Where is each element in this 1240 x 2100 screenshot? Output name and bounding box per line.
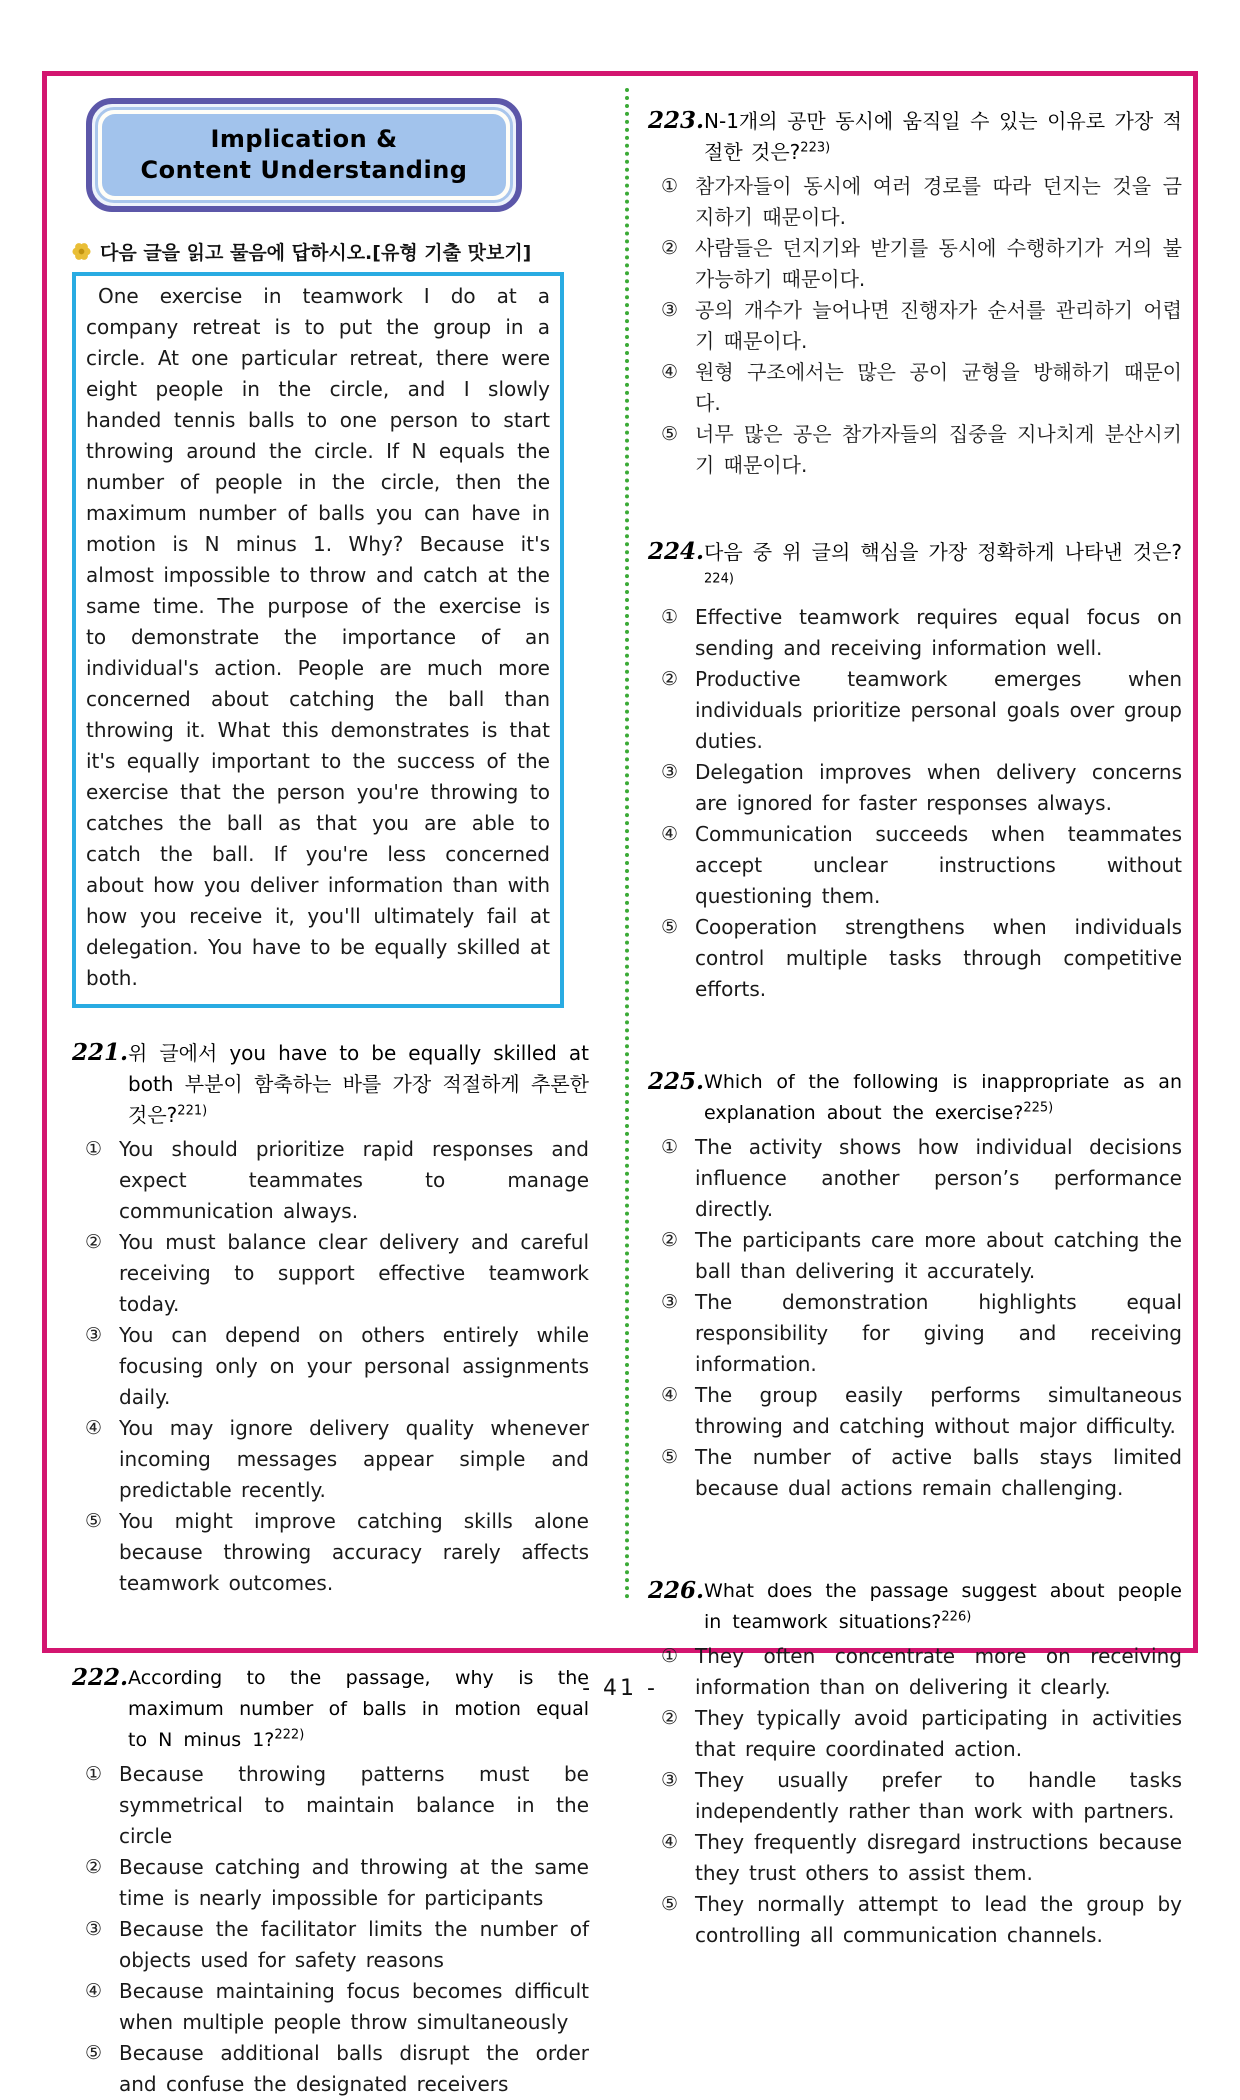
choice-1 bbox=[72, 1759, 589, 1852]
choice-marker: ⑤ bbox=[661, 1446, 679, 1468]
question-225 bbox=[648, 1067, 1182, 1504]
question-222-choices bbox=[72, 1759, 589, 2100]
choice-text: They often concentrate more on receiving information than on delivering it clearly. bbox=[695, 1644, 1182, 1699]
choice-text: Delegation improves when delivery concerns are ignored for faster responses always. bbox=[695, 760, 1182, 815]
passage-text: One exercise in teamwork I do at a company retreat is to put the group in a circle. At one particular retreat, there were eight people in the circle, and I slowly handed tennis balls to one person to start throwing around the circle. If N equals the number of people in the circle, then the maximum number of balls you can have in motion is N minus 1. Why? Because it's almost impossible to throw and catch at the same time. The purpose of the exercise is to demonstrate the importance of an individual's action. People are much more concerned about catching the ball than throwing it. What this demonstrates is that it's equally important to the success of the exercise that the person you're throwing to catches the ball as that you are able to catch the ball. If you're less concerned about how you deliver information than with how you receive it, you'll ultimately fail at delegation. You have to be equally skilled at both. bbox=[86, 284, 550, 991]
choice-marker: ① bbox=[661, 1136, 679, 1158]
choice-marker: ③ bbox=[85, 1324, 103, 1347]
choice-4 bbox=[72, 1976, 589, 2038]
choice-text: 참가자들이 동시에 여러 경로를 따라 던지는 것을 금지하기 때문이다. bbox=[695, 174, 1182, 229]
choice-text: They frequently disregard instructions because they trust others to assist them. bbox=[695, 1830, 1182, 1885]
choice-marker: ② bbox=[661, 237, 679, 259]
choice-text: The participants care more about catching the ball than delivering it accurately. bbox=[695, 1228, 1182, 1283]
choice-text: They typically avoid participating in activities that require coordinated action. bbox=[695, 1706, 1182, 1761]
question-226-header bbox=[648, 1576, 1182, 1638]
question-number: 224. bbox=[648, 538, 705, 565]
choice-text: You may ignore delivery quality whenever incoming messages appear simple and predictable recently. bbox=[119, 1416, 589, 1503]
choice-text: 공의 개수가 늘어나면 진행자가 순서를 관리하기 어렵기 때문이다. bbox=[695, 298, 1182, 353]
column-divider bbox=[625, 88, 629, 1600]
question-number: 223. bbox=[648, 107, 705, 134]
choice-1 bbox=[648, 171, 1182, 233]
choice-marker: ③ bbox=[661, 761, 679, 783]
question-223 bbox=[648, 106, 1182, 481]
right-column bbox=[648, 106, 1182, 1951]
choice-3 bbox=[72, 1320, 589, 1413]
choice-5 bbox=[648, 419, 1182, 481]
question-prompt: 위 글에서 you have to be equally skilled at both 부분이 함축하는 바를 가장 적절하게 추론한 것은? bbox=[128, 1041, 589, 1128]
question-224-header bbox=[648, 537, 1182, 599]
question-225-header bbox=[648, 1067, 1182, 1129]
page-frame bbox=[42, 71, 1198, 2097]
choice-text: Communication succeeds when teammates accept unclear instructions without questioning them. bbox=[695, 822, 1182, 908]
choice-1 bbox=[72, 1134, 589, 1227]
choice-text: The demonstration highlights equal responsibility for giving and receiving information. bbox=[695, 1290, 1182, 1376]
choice-marker: ⑤ bbox=[85, 2042, 103, 2065]
footnote-ref: 225) bbox=[1023, 1100, 1054, 1116]
page-number: - 41 - bbox=[582, 1676, 658, 1701]
choice-4 bbox=[648, 1380, 1182, 1442]
choice-2 bbox=[72, 1852, 589, 1914]
choice-5 bbox=[648, 1442, 1182, 1504]
choice-marker: ④ bbox=[661, 1384, 679, 1406]
question-221 bbox=[72, 1038, 589, 1599]
choice-marker: ① bbox=[661, 1645, 679, 1667]
choice-text: You must balance clear delivery and careful receiving to support effective teamwork today. bbox=[119, 1230, 589, 1317]
choice-3 bbox=[648, 1287, 1182, 1380]
choice-marker: ① bbox=[661, 606, 679, 628]
footnote-ref: 223) bbox=[800, 140, 831, 156]
question-223-header bbox=[648, 106, 1182, 168]
question-prompt: 다음 중 위 글의 핵심을 가장 정확하게 나타낸 것은? bbox=[704, 540, 1182, 564]
choice-marker: ④ bbox=[85, 1417, 103, 1440]
question-225-choices bbox=[648, 1132, 1182, 1504]
choice-text: Effective teamwork requires equal focus on sending and receiving information well. bbox=[695, 605, 1182, 660]
choice-text: Because maintaining focus becomes difficult when multiple people throw simultaneously bbox=[119, 1979, 589, 2035]
choice-marker: ② bbox=[85, 1231, 103, 1254]
choice-marker: ④ bbox=[661, 361, 679, 383]
choice-2 bbox=[648, 664, 1182, 757]
question-223-choices bbox=[648, 171, 1182, 481]
choice-text: Cooperation strengthens when individuals control multiple tasks through competitive efforts. bbox=[695, 915, 1182, 1001]
instruction-row bbox=[72, 238, 589, 265]
choice-4 bbox=[648, 819, 1182, 912]
question-222 bbox=[72, 1663, 589, 2100]
footnote-ref: 221) bbox=[177, 1103, 208, 1119]
choice-marker: ③ bbox=[85, 1918, 103, 1941]
choice-marker: ② bbox=[661, 1229, 679, 1251]
choice-text: 너무 많은 공은 참가자들의 집중을 지나치게 분산시키기 때문이다. bbox=[695, 422, 1182, 477]
choice-2 bbox=[72, 1227, 589, 1320]
section-title bbox=[108, 124, 500, 186]
choice-marker: ④ bbox=[661, 1831, 679, 1853]
footnote-ref: 224) bbox=[704, 571, 734, 587]
question-prompt: What does the passage suggest about people in teamwork situations? bbox=[704, 1580, 1182, 1633]
choice-text: Because catching and throwing at the same time is nearly impossible for participants bbox=[119, 1855, 589, 1911]
footnote-ref: 226) bbox=[941, 1609, 972, 1625]
question-224-choices bbox=[648, 602, 1182, 1005]
question-221-choices bbox=[72, 1134, 589, 1599]
instruction-text: 다음 글을 읽고 물음에 답하시오.[유형 기출 맛보기] bbox=[100, 242, 532, 265]
choice-2 bbox=[648, 1225, 1182, 1287]
choice-marker: ① bbox=[85, 1138, 103, 1161]
choice-text: Because additional balls disrupt the order and confuse the designated receivers bbox=[119, 2041, 589, 2097]
choice-text: They usually prefer to handle tasks independently rather than work with partners. bbox=[695, 1768, 1182, 1823]
choice-marker: ⑤ bbox=[661, 423, 679, 445]
choice-marker: ③ bbox=[661, 1291, 679, 1313]
choice-marker: ⑤ bbox=[85, 1510, 103, 1533]
choice-marker: ⑤ bbox=[661, 1893, 679, 1915]
choice-5 bbox=[648, 1889, 1182, 1951]
section-title-badge bbox=[86, 98, 522, 212]
question-226 bbox=[648, 1576, 1182, 1951]
choice-2 bbox=[648, 233, 1182, 295]
badge-fill bbox=[102, 114, 506, 196]
choice-4 bbox=[72, 1413, 589, 1506]
question-prompt: According to the passage, why is the maximum number of balls in motion equal to N minus 1? bbox=[128, 1667, 589, 1752]
question-number: 225. bbox=[648, 1068, 705, 1095]
question-number: 221. bbox=[72, 1039, 129, 1067]
badge-ring bbox=[95, 107, 513, 203]
choice-2 bbox=[648, 1703, 1182, 1765]
question-prompt: Which of the following is inappropriate as an explanation about the exercise? bbox=[704, 1071, 1182, 1124]
choice-marker: ④ bbox=[85, 1980, 103, 2003]
question-number: 226. bbox=[648, 1577, 705, 1604]
flower-icon bbox=[72, 242, 91, 261]
choice-text: They normally attempt to lead the group by controlling all communication channels. bbox=[695, 1892, 1182, 1947]
choice-5 bbox=[72, 1506, 589, 1599]
choice-marker: ② bbox=[661, 1707, 679, 1729]
choice-marker: ② bbox=[661, 668, 679, 690]
left-column bbox=[72, 98, 589, 2100]
choice-text: Because throwing patterns must be symmetrical to maintain balance in the circle bbox=[119, 1762, 589, 1849]
question-221-header bbox=[72, 1038, 589, 1131]
choice-marker: ② bbox=[85, 1856, 103, 1879]
choice-text: 사람들은 던지기와 받기를 동시에 수행하기가 거의 불가능하기 때문이다. bbox=[695, 236, 1182, 291]
choice-marker: ③ bbox=[661, 299, 679, 321]
question-prompt: N-1개의 공만 동시에 움직일 수 있는 이유로 가장 적절한 것은? bbox=[704, 109, 1182, 164]
choice-3 bbox=[648, 757, 1182, 819]
choice-1 bbox=[648, 1132, 1182, 1225]
choice-text: You might improve catching skills alone because throwing accuracy rarely affects teamwork outcomes. bbox=[119, 1509, 589, 1596]
choice-3 bbox=[72, 1914, 589, 1976]
choice-1 bbox=[648, 602, 1182, 664]
choice-marker: ① bbox=[85, 1763, 103, 1786]
question-224 bbox=[648, 537, 1182, 1005]
choice-marker: ① bbox=[661, 175, 679, 197]
footnote-ref: 222) bbox=[274, 1728, 305, 1744]
choice-5 bbox=[648, 912, 1182, 1005]
choice-4 bbox=[648, 357, 1182, 419]
choice-text: You can depend on others entirely while focusing only on your personal assignments daily. bbox=[119, 1323, 589, 1410]
choice-marker: ③ bbox=[661, 1769, 679, 1791]
choice-text: Productive teamwork emerges when individuals prioritize personal goals over group duties. bbox=[695, 667, 1182, 753]
choice-3 bbox=[648, 1765, 1182, 1827]
choice-text: The group easily performs simultaneous throwing and catching without major difficulty. bbox=[695, 1383, 1182, 1438]
choice-4 bbox=[648, 1827, 1182, 1889]
section-title-line1: Implication & bbox=[210, 125, 398, 153]
choice-text: 원형 구조에서는 많은 공이 균형을 방해하기 때문이다. bbox=[695, 360, 1182, 415]
choice-text: The number of active balls stays limited because dual actions remain challenging. bbox=[695, 1445, 1182, 1500]
passage-box bbox=[72, 272, 564, 1008]
choice-text: You should prioritize rapid responses and expect teammates to manage communication always. bbox=[119, 1137, 589, 1224]
section-title-line2: Content Understanding bbox=[140, 156, 468, 185]
choice-marker: ⑤ bbox=[661, 916, 679, 938]
choice-marker: ④ bbox=[661, 823, 679, 845]
choice-5 bbox=[72, 2038, 589, 2100]
choice-text: Because the facilitator limits the number of objects used for safety reasons bbox=[119, 1917, 589, 1973]
choice-3 bbox=[648, 295, 1182, 357]
question-number: 222. bbox=[72, 1664, 129, 1692]
choice-text: The activity shows how individual decisions influence another person’s performance directly. bbox=[695, 1135, 1182, 1221]
